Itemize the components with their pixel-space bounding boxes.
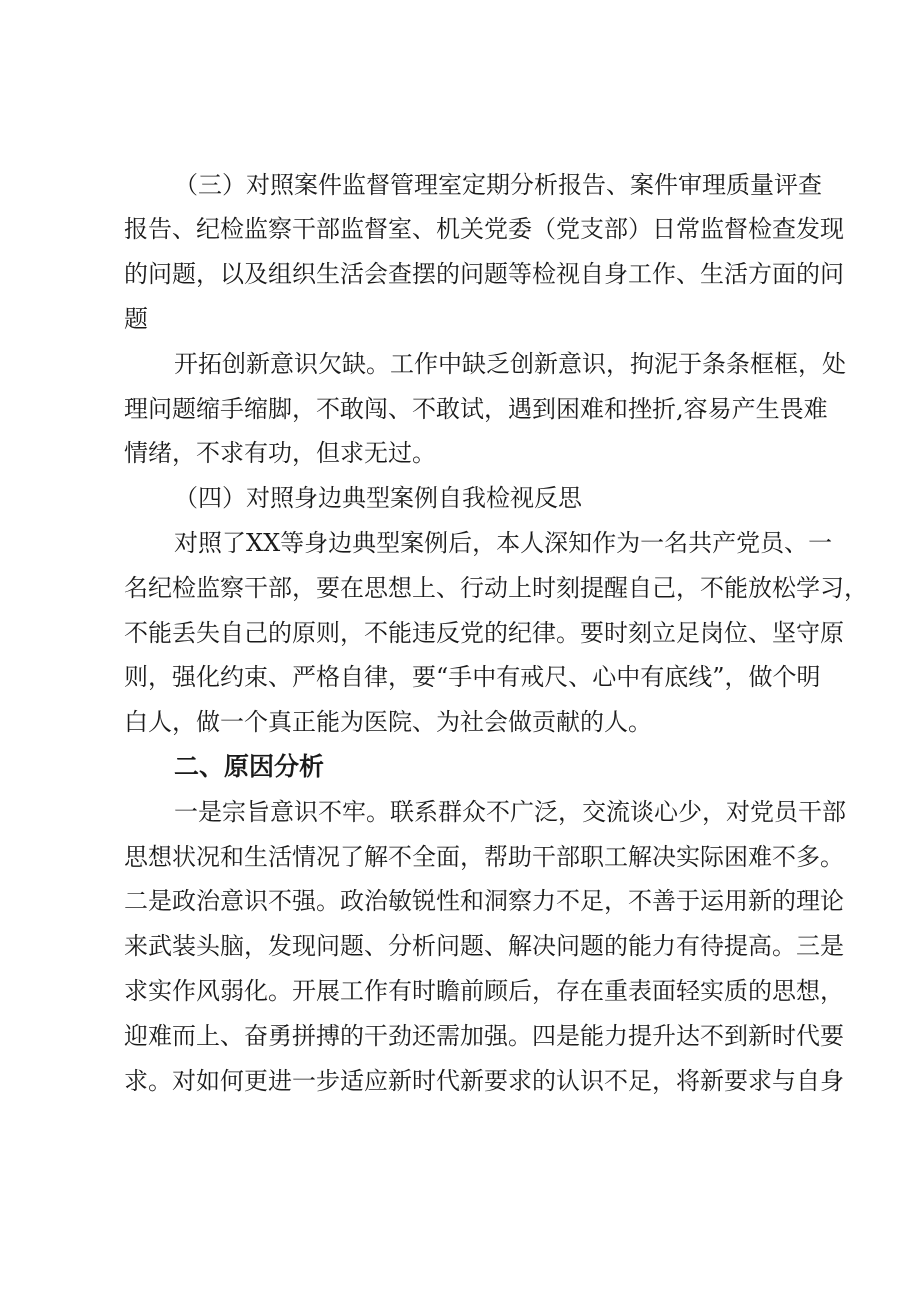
para-cases-line-1: 对照了XX等身边典型案例后，本人深知作为一名共产党员、一 bbox=[174, 529, 833, 557]
para-reasons-line-3: 二是政治意识不强。政治敏锐性和洞察力不足，不善于运用新的理论 bbox=[124, 887, 844, 915]
section4-heading: （四）对照身边典型案例自我检视反思 bbox=[174, 484, 582, 512]
para-innovation-line-2: 理问题缩手缩脚，不敢闯、不敢试，遇到困难和挫折,容易产生畏难 bbox=[124, 395, 828, 423]
para-reasons-line-4: 来武装头脑，发现问题、分析问题、解决问题的能力有待提高。三是 bbox=[124, 932, 844, 960]
para-cases-line-2: 名纪检监察干部，要在思想上、行动上时刻提醒自己，不能放松学习， bbox=[124, 574, 868, 602]
para-reasons-line-5: 求实作风弱化。开展工作有时瞻前顾后，存在重表面轻实质的思想， bbox=[124, 977, 844, 1005]
section3-heading-line-3: 的问题，以及组织生活会查摆的问题等检视自身工作、生活方面的问 bbox=[124, 260, 844, 288]
para-reasons-line-6: 迎难而上、奋勇拼搏的干劲还需加强。四是能力提升达不到新时代要 bbox=[124, 1022, 844, 1050]
section3-heading-line-1: （三）对照案件监督管理室定期分析报告、案件审理质量评查 bbox=[174, 171, 822, 199]
para-reasons-line-2: 思想状况和生活情况了解不全面，帮助干部职工解决实际困难不多。 bbox=[124, 843, 844, 871]
para-cases-line-5: 白人，做一个真正能为医院、为社会做贡献的人。 bbox=[124, 708, 652, 736]
para-innovation-line-3: 情绪，不求有功，但求无过。 bbox=[124, 439, 436, 467]
para-reasons-line-7: 求。对如何更进一步适应新时代新要求的认识不足，将新要求与自身 bbox=[124, 1067, 844, 1095]
section3-heading-line-2: 报告、纪检监察干部监督室、机关党委（党支部）日常监督检查发现 bbox=[124, 215, 844, 243]
section2-heading: 二、原因分析 bbox=[174, 752, 325, 781]
para-reasons-line-1: 一是宗旨意识不牢。联系群众不广泛，交流谈心少，对党员干部 bbox=[174, 798, 846, 826]
para-innovation-line-1: 开拓创新意识欠缺。工作中缺乏创新意识，拘泥于条条框框，处 bbox=[174, 350, 846, 378]
section3-heading-line-4: 题 bbox=[124, 305, 148, 333]
para-cases-line-3: 不能丢失自己的原则，不能违反党的纪律。要时刻立足岗位、坚守原 bbox=[124, 619, 844, 647]
para-cases-line-4: 则，强化约束、严格自律，要“手中有戒尺、心中有底线”，做个明 bbox=[124, 663, 821, 691]
